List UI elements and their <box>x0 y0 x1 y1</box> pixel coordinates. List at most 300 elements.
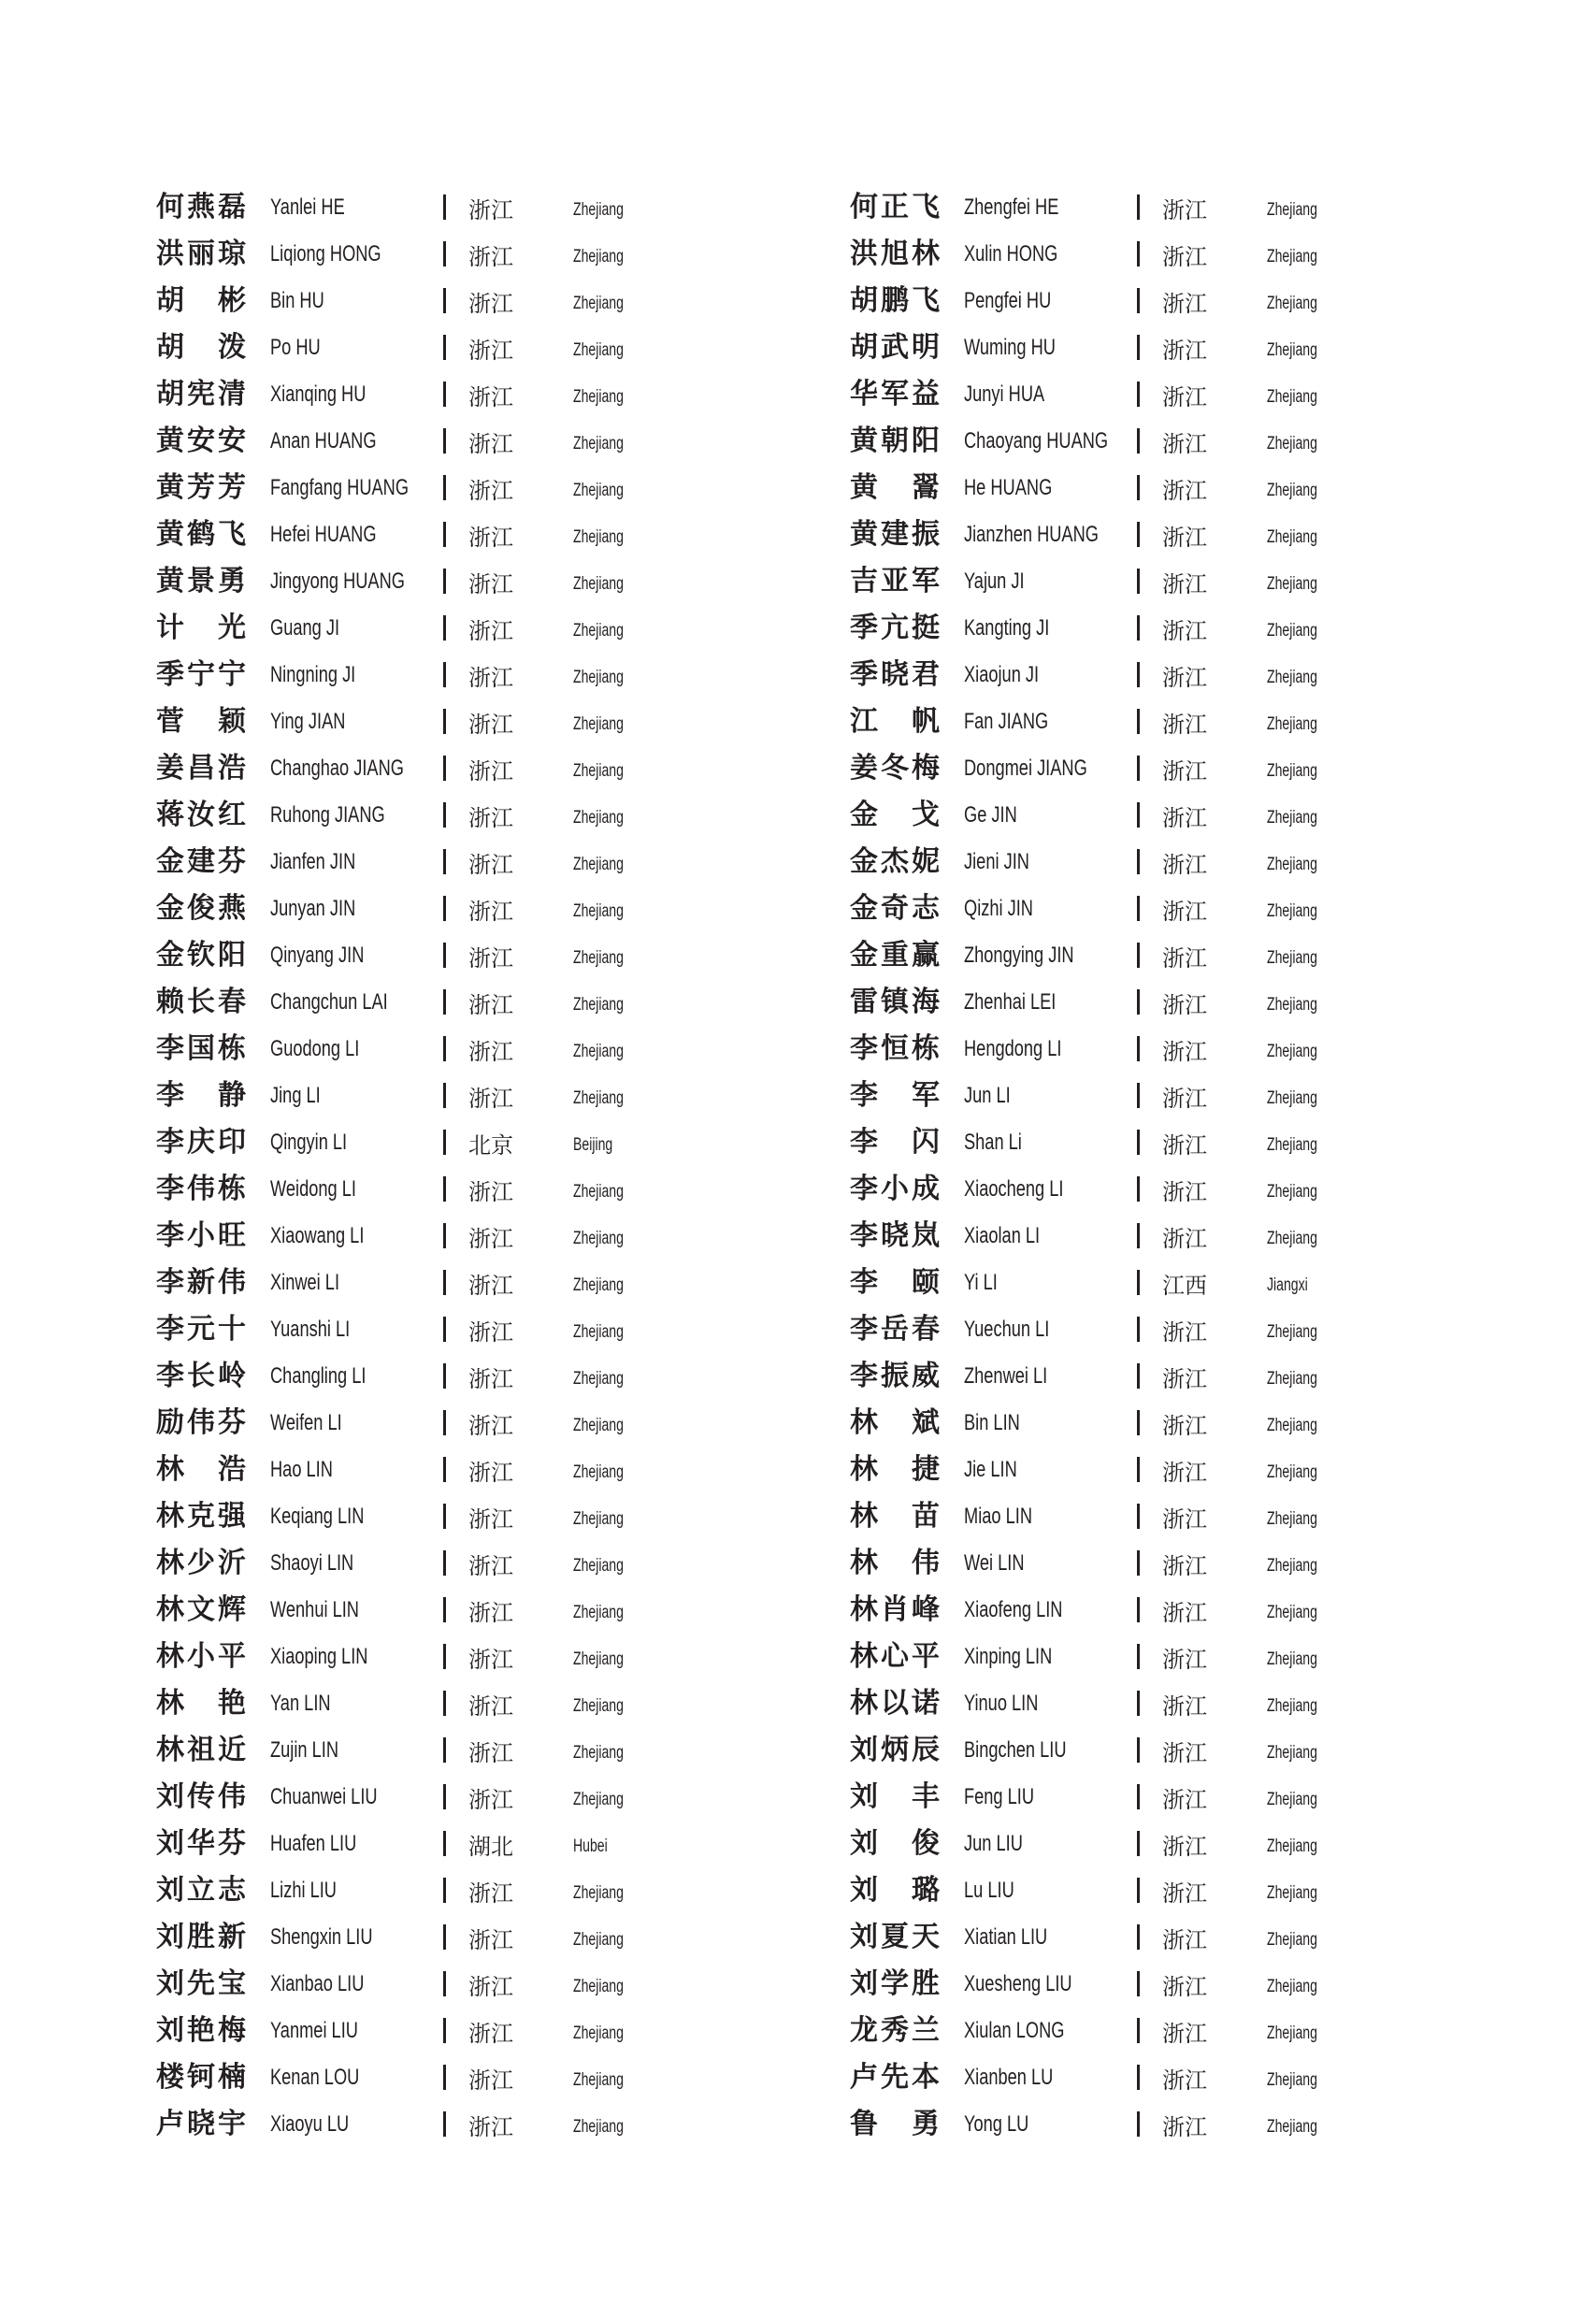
name-list-left-column <box>156 186 848 2150</box>
list-item <box>156 1542 848 1589</box>
separator-bar <box>443 662 446 687</box>
separator-bar <box>443 1737 446 1763</box>
chinese-name: 金奇志 <box>850 892 940 925</box>
list-item <box>850 654 1542 700</box>
english-name: Dongmei JIANG <box>964 756 1087 781</box>
list-item <box>850 280 1542 326</box>
separator-bar <box>443 2018 446 2043</box>
separator-bar <box>443 849 446 874</box>
province-english: Zhejiang <box>1267 1556 1317 1576</box>
chinese-name: 李长岭 <box>156 1360 246 1392</box>
province-chinese: 浙江 <box>1162 712 1207 738</box>
separator-bar <box>1137 756 1140 781</box>
province-english: Zhejiang <box>1267 1790 1317 1809</box>
chinese-name: 林文辉 <box>156 1593 246 1626</box>
province-chinese: 浙江 <box>1162 571 1207 598</box>
separator-bar <box>1137 1036 1140 1061</box>
province-english: Zhejiang <box>573 340 624 360</box>
province-english: Zhejiang <box>1267 387 1317 407</box>
chinese-name: 洪旭林 <box>850 238 940 270</box>
english-name: Yuechun LI <box>964 1317 1050 1342</box>
province-english: Zhejiang <box>573 294 624 313</box>
chinese-name: 何燕磊 <box>156 191 246 223</box>
english-name: Shaoyi LIN <box>270 1550 354 1576</box>
list-item <box>850 1916 1542 1963</box>
province-chinese: 浙江 <box>1162 244 1207 270</box>
chinese-name: 雷镇海 <box>850 986 940 1018</box>
province-english: Zhejiang <box>573 761 624 781</box>
separator-bar <box>443 1457 446 1482</box>
list-item <box>850 1963 1542 2009</box>
separator-bar <box>1137 1363 1140 1389</box>
province-chinese: 浙江 <box>468 1740 513 1766</box>
chinese-name: 刘学胜 <box>850 1967 940 2000</box>
english-name: Xinwei LI <box>270 1270 340 1295</box>
province-english: Jiangxi <box>1267 1275 1308 1295</box>
list-item <box>156 1916 848 1963</box>
chinese-name: 刘炳辰 <box>850 1734 940 1766</box>
english-name: Guang JI <box>270 615 340 641</box>
province-english: Zhejiang <box>573 1182 624 1202</box>
english-name: Lizhi LIU <box>270 1878 337 1903</box>
province-chinese: 浙江 <box>468 712 513 738</box>
chinese-name: 刘传伟 <box>156 1780 246 1813</box>
separator-bar <box>1137 2111 1140 2137</box>
english-name: Xiaojun JI <box>964 662 1040 687</box>
province-chinese: 浙江 <box>1162 478 1207 504</box>
province-english: Zhejiang <box>573 948 624 968</box>
separator-bar <box>443 1083 446 1108</box>
province-english: Zhejiang <box>1267 1696 1317 1716</box>
province-chinese: 浙江 <box>468 1366 513 1392</box>
separator-bar <box>1137 1691 1140 1716</box>
province-english: Zhejiang <box>573 434 624 454</box>
list-item <box>156 2103 848 2150</box>
list-item <box>850 607 1542 654</box>
province-chinese: 浙江 <box>1162 945 1207 972</box>
province-chinese: 浙江 <box>468 1927 513 1953</box>
separator-bar <box>1137 382 1140 407</box>
province-english: Zhejiang <box>1267 1603 1317 1622</box>
province-english: Zhejiang <box>573 1509 624 1529</box>
province-chinese: 浙江 <box>1162 758 1207 785</box>
english-name: Chaoyang HUANG <box>964 428 1109 454</box>
province-chinese: 浙江 <box>1162 525 1207 551</box>
english-name: Weifen LI <box>270 1410 342 1435</box>
province-chinese: 浙江 <box>468 945 513 972</box>
list-item <box>156 1729 848 1776</box>
province-chinese: 浙江 <box>468 1787 513 1813</box>
province-chinese: 浙江 <box>468 197 513 223</box>
chinese-name: 林 伟 <box>850 1547 940 1579</box>
list-item <box>850 1729 1542 1776</box>
english-name: Xuesheng LIU <box>964 1971 1072 1996</box>
chinese-name: 黄芳芳 <box>156 471 246 504</box>
province-chinese: 浙江 <box>1162 1039 1207 1065</box>
list-item <box>156 186 848 233</box>
province-chinese: 浙江 <box>468 2114 513 2140</box>
list-item <box>850 2009 1542 2056</box>
separator-bar <box>443 896 446 921</box>
province-chinese: 浙江 <box>1162 618 1207 644</box>
province-chinese: 浙江 <box>1162 1600 1207 1626</box>
chinese-name: 刘 丰 <box>850 1780 940 1813</box>
province-english: Zhejiang <box>1267 574 1317 594</box>
province-chinese: 浙江 <box>1162 338 1207 364</box>
english-name: Liqiong HONG <box>270 241 381 266</box>
list-item <box>850 1402 1542 1448</box>
separator-bar <box>443 989 446 1015</box>
english-name: Qizhi JIN <box>964 896 1033 921</box>
province-english: Zhejiang <box>573 1275 624 1295</box>
english-name: Wei LIN <box>964 1550 1025 1576</box>
province-chinese: 浙江 <box>468 1039 513 1065</box>
province-english: Zhejiang <box>573 481 624 500</box>
english-name: Hengdong LI <box>964 1036 1062 1061</box>
chinese-name: 刘艳梅 <box>156 2014 246 2047</box>
english-name: Bin HU <box>270 288 324 313</box>
separator-bar <box>443 288 446 313</box>
province-english: Zhejiang <box>573 2117 624 2137</box>
province-chinese: 浙江 <box>1162 1880 1207 1907</box>
chinese-name: 刘夏天 <box>850 1921 940 1953</box>
english-name: Yan LIN <box>270 1691 331 1716</box>
list-item <box>850 1776 1542 1822</box>
separator-bar <box>443 1831 446 1856</box>
chinese-name: 赖长春 <box>156 986 246 1018</box>
province-chinese: 浙江 <box>1162 1834 1207 1860</box>
separator-bar <box>1137 194 1140 220</box>
chinese-name: 李 静 <box>156 1079 246 1112</box>
name-list-right-column <box>850 186 1542 2150</box>
english-name: Feng LIU <box>964 1784 1035 1809</box>
list-item <box>156 654 848 700</box>
separator-bar <box>1137 1130 1140 1155</box>
separator-bar <box>443 1176 446 1202</box>
province-english: Zhejiang <box>1267 995 1317 1015</box>
chinese-name: 林 浩 <box>156 1453 246 1486</box>
list-item <box>156 467 848 513</box>
chinese-name: 鲁 勇 <box>850 2108 940 2140</box>
province-chinese: 浙江 <box>468 291 513 317</box>
province-chinese: 北京 <box>468 1132 513 1159</box>
province-english: Zhejiang <box>1267 1462 1317 1482</box>
separator-bar <box>443 1130 446 1155</box>
english-name: Yanmei LIU <box>270 2018 358 2043</box>
separator-bar <box>1137 288 1140 313</box>
english-name: Shengxin LIU <box>270 1924 373 1950</box>
province-english: Zhejiang <box>573 668 624 687</box>
province-english: Zhejiang <box>1267 1042 1317 1061</box>
list-item <box>850 1074 1542 1121</box>
separator-bar <box>1137 615 1140 641</box>
list-item <box>850 1028 1542 1074</box>
province-english: Zhejiang <box>573 1603 624 1622</box>
chinese-name: 计 光 <box>156 612 246 644</box>
english-name: Yi LI <box>964 1270 998 1295</box>
chinese-name: 金 戈 <box>850 799 940 831</box>
province-chinese: 浙江 <box>468 1600 513 1626</box>
province-chinese: 浙江 <box>1162 1319 1207 1346</box>
separator-bar <box>1137 1504 1140 1529</box>
separator-bar <box>443 756 446 781</box>
chinese-name: 姜冬梅 <box>850 752 940 785</box>
province-english: Zhejiang <box>573 1696 624 1716</box>
province-english: Zhejiang <box>1267 1977 1317 1996</box>
chinese-name: 胡鹏飞 <box>850 284 940 317</box>
english-name: Chuanwei LIU <box>270 1784 378 1809</box>
separator-bar <box>1137 569 1140 594</box>
list-item <box>850 513 1542 560</box>
list-item <box>156 1963 848 2009</box>
list-item <box>156 326 848 373</box>
english-name: Zhengfei HE <box>964 194 1059 220</box>
list-item <box>156 2056 848 2103</box>
list-item <box>156 1168 848 1215</box>
separator-bar <box>443 709 446 734</box>
english-name: Xiulan LONG <box>964 2018 1065 2043</box>
province-english: Zhejiang <box>1267 621 1317 641</box>
list-item <box>156 1355 848 1402</box>
list-item <box>156 981 848 1028</box>
province-chinese: 浙江 <box>468 525 513 551</box>
list-item <box>850 467 1542 513</box>
english-name: Xianqing HU <box>270 382 367 407</box>
english-name: Jun LIU <box>964 1831 1023 1856</box>
province-english: Zhejiang <box>1267 1369 1317 1389</box>
province-english: Zhejiang <box>573 855 624 874</box>
chinese-name: 林祖近 <box>156 1734 246 1766</box>
chinese-name: 金杰妮 <box>850 845 940 878</box>
province-english: Zhejiang <box>573 2024 624 2043</box>
chinese-name: 金钦阳 <box>156 939 246 972</box>
chinese-name: 龙秀兰 <box>850 2014 940 2047</box>
english-name: Jun LI <box>964 1083 1011 1108</box>
chinese-name: 林少沂 <box>156 1547 246 1579</box>
separator-bar <box>443 194 446 220</box>
separator-bar <box>1137 1831 1140 1856</box>
chinese-name: 江 帆 <box>850 705 940 738</box>
separator-bar <box>443 1878 446 1903</box>
province-english: Zhejiang <box>573 387 624 407</box>
list-item <box>156 1822 848 1869</box>
english-name: Xiaoping LIN <box>270 1644 368 1669</box>
english-name: Jie LIN <box>964 1457 1017 1482</box>
province-english: Zhejiang <box>1267 948 1317 968</box>
list-item <box>850 981 1542 1028</box>
province-english: Zhejiang <box>1267 1930 1317 1950</box>
english-name: Bin LIN <box>964 1410 1020 1435</box>
province-chinese: 浙江 <box>468 1693 513 1720</box>
province-english: Zhejiang <box>573 1042 624 1061</box>
province-english: Zhejiang <box>1267 1088 1317 1108</box>
separator-bar <box>1137 1083 1140 1108</box>
province-english: Zhejiang <box>573 1649 624 1669</box>
english-name: Xinping LIN <box>964 1644 1053 1669</box>
separator-bar <box>1137 943 1140 968</box>
separator-bar <box>443 1550 446 1576</box>
separator-bar <box>443 1223 446 1248</box>
english-name: Jing LI <box>270 1083 321 1108</box>
chinese-name: 李元十 <box>156 1313 246 1346</box>
list-item <box>156 1402 848 1448</box>
province-english: Zhejiang <box>1267 668 1317 687</box>
chinese-name: 林肖峰 <box>850 1593 940 1626</box>
province-english: Zhejiang <box>1267 527 1317 547</box>
list-item <box>850 1308 1542 1355</box>
list-item <box>850 1168 1542 1215</box>
english-name: Jieni JIN <box>964 849 1029 874</box>
chinese-name: 何正飞 <box>850 191 940 223</box>
english-name: Changhao JIANG <box>270 756 404 781</box>
list-item <box>156 233 848 280</box>
list-item <box>850 700 1542 747</box>
province-chinese: 浙江 <box>1162 1927 1207 1953</box>
list-item <box>156 934 848 981</box>
province-english: Zhejiang <box>573 1930 624 1950</box>
separator-bar <box>1137 522 1140 547</box>
chinese-name: 季宁宁 <box>156 658 246 691</box>
chinese-name: 林 苗 <box>850 1500 940 1533</box>
english-name: Jianfen JIN <box>270 849 356 874</box>
list-item <box>156 700 848 747</box>
chinese-name: 吉亚军 <box>850 565 940 598</box>
province-english: Zhejiang <box>1267 2024 1317 2043</box>
chinese-name: 刘 璐 <box>850 1874 940 1907</box>
province-english: Zhejiang <box>573 808 624 828</box>
chinese-name: 李恒栋 <box>850 1032 940 1065</box>
separator-bar <box>443 1644 446 1669</box>
english-name: Ying JIAN <box>270 709 346 734</box>
english-name: Yajun JI <box>964 569 1025 594</box>
list-item <box>156 1776 848 1822</box>
english-name: Po HU <box>270 335 321 360</box>
province-chinese: 浙江 <box>1162 992 1207 1018</box>
chinese-name: 金俊燕 <box>156 892 246 925</box>
province-english: Zhejiang <box>573 714 624 734</box>
separator-bar <box>443 569 446 594</box>
list-item <box>850 1682 1542 1729</box>
separator-bar <box>1137 335 1140 360</box>
chinese-name: 洪丽琼 <box>156 238 246 270</box>
english-name: Junyan JIN <box>270 896 356 921</box>
list-item <box>850 186 1542 233</box>
province-chinese: 浙江 <box>468 571 513 598</box>
separator-bar <box>443 1971 446 1996</box>
list-item <box>850 1448 1542 1495</box>
province-chinese: 浙江 <box>1162 2021 1207 2047</box>
list-item <box>156 1215 848 1261</box>
province-chinese: 浙江 <box>1162 665 1207 691</box>
chinese-name: 卢先本 <box>850 2061 940 2094</box>
province-chinese: 浙江 <box>468 384 513 411</box>
province-chinese: 浙江 <box>468 665 513 691</box>
list-item <box>850 1869 1542 1916</box>
chinese-name: 刘立志 <box>156 1874 246 1907</box>
english-name: Lu LIU <box>964 1878 1014 1903</box>
separator-bar <box>443 802 446 828</box>
province-chinese: 浙江 <box>1162 1413 1207 1439</box>
chinese-name: 刘胜新 <box>156 1921 246 1953</box>
province-english: Zhejiang <box>1267 1229 1317 1248</box>
province-english: Zhejiang <box>1267 761 1317 781</box>
english-name: Hao LIN <box>270 1457 333 1482</box>
province-chinese: 浙江 <box>468 1086 513 1112</box>
list-item <box>850 373 1542 420</box>
list-item <box>850 794 1542 841</box>
province-chinese: 江西 <box>1162 1273 1207 1299</box>
english-name: Anan HUANG <box>270 428 377 454</box>
chinese-name: 李小成 <box>850 1173 940 1205</box>
english-name: Fangfang HUANG <box>270 475 410 500</box>
province-english: Zhejiang <box>573 1322 624 1342</box>
chinese-name: 李国栋 <box>156 1032 246 1065</box>
province-english: Beijing <box>573 1135 613 1155</box>
province-chinese: 浙江 <box>468 244 513 270</box>
english-name: Junyi HUA <box>964 382 1045 407</box>
province-chinese: 浙江 <box>468 618 513 644</box>
province-english: Zhejiang <box>1267 247 1317 266</box>
province-english: Zhejiang <box>573 247 624 266</box>
separator-bar <box>443 1036 446 1061</box>
province-chinese: 浙江 <box>468 1319 513 1346</box>
english-name: Xianbao LIU <box>270 1971 365 1996</box>
province-chinese: 浙江 <box>1162 2114 1207 2140</box>
list-item <box>850 1355 1542 1402</box>
separator-bar <box>1137 1737 1140 1763</box>
chinese-name: 蒋汝红 <box>156 799 246 831</box>
separator-bar <box>443 1363 446 1389</box>
list-item <box>156 1635 848 1682</box>
separator-bar <box>443 1597 446 1622</box>
province-english: Zhejiang <box>1267 1743 1317 1763</box>
english-name: Qinyang JIN <box>270 943 365 968</box>
list-item <box>850 1589 1542 1635</box>
chinese-name: 楼钶楠 <box>156 2061 246 2094</box>
province-chinese: 浙江 <box>468 992 513 1018</box>
english-name: Changling LI <box>270 1363 367 1389</box>
chinese-name: 林以诺 <box>850 1687 940 1720</box>
english-name: He HUANG <box>964 475 1053 500</box>
english-name: Huafen LIU <box>270 1831 357 1856</box>
english-name: Zhenhai LEI <box>964 989 1057 1015</box>
chinese-name: 卢晓宇 <box>156 2108 246 2140</box>
province-english: Zhejiang <box>1267 1509 1317 1529</box>
separator-bar <box>443 1270 446 1295</box>
separator-bar <box>1137 989 1140 1015</box>
separator-bar <box>1137 662 1140 687</box>
list-item <box>850 1121 1542 1168</box>
chinese-name: 李小旺 <box>156 1219 246 1252</box>
english-name: Xianben LU <box>964 2065 1054 2090</box>
list-item <box>156 607 848 654</box>
chinese-name: 林 艳 <box>156 1687 246 1720</box>
english-name: Kenan LOU <box>270 2065 360 2090</box>
list-item <box>156 1308 848 1355</box>
english-name: Hefei HUANG <box>270 522 377 547</box>
list-item <box>850 934 1542 981</box>
list-item <box>156 747 848 794</box>
separator-bar <box>443 615 446 641</box>
separator-bar <box>443 241 446 266</box>
province-chinese: 浙江 <box>468 1880 513 1907</box>
separator-bar <box>1137 1550 1140 1576</box>
english-name: Fan JIANG <box>964 709 1049 734</box>
province-chinese: 浙江 <box>1162 2067 1207 2094</box>
chinese-name: 金建芬 <box>156 845 246 878</box>
separator-bar <box>443 1924 446 1950</box>
chinese-name: 李 军 <box>850 1079 940 1112</box>
